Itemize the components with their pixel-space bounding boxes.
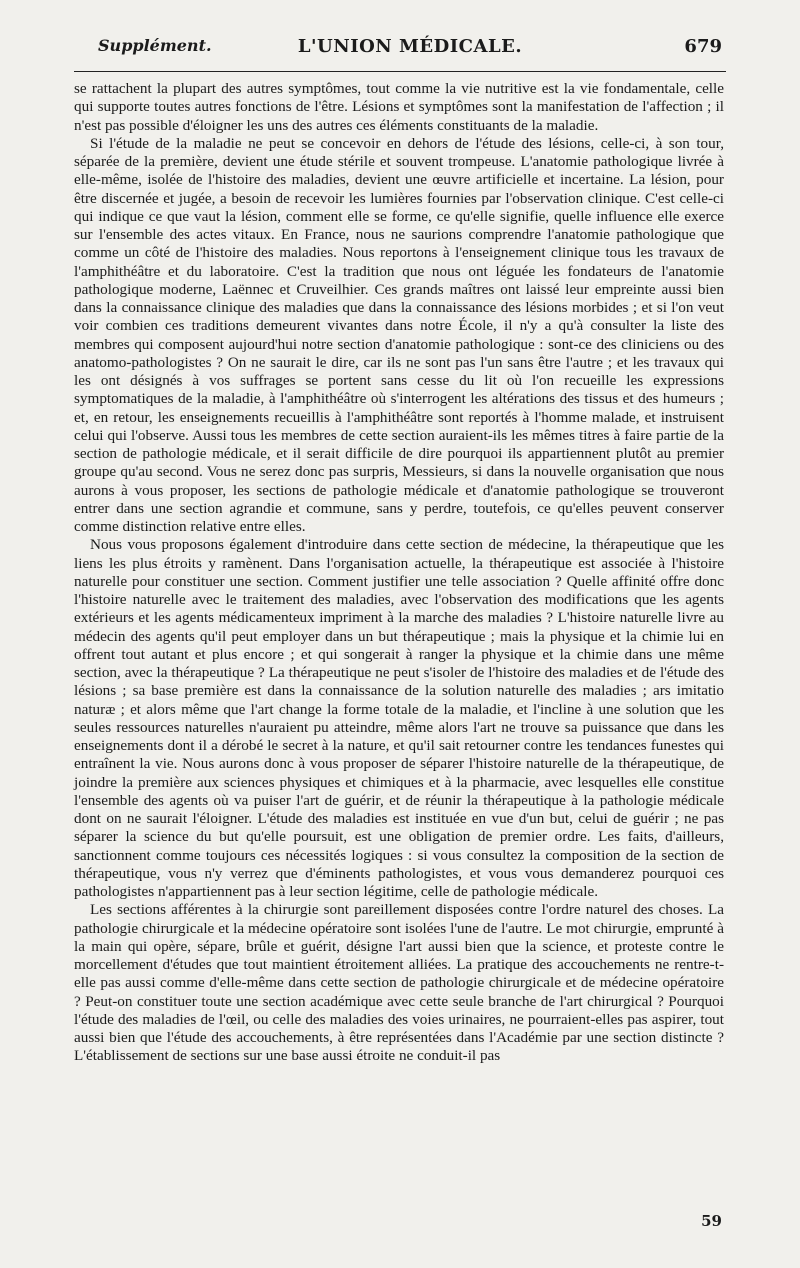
header-rule	[74, 71, 726, 72]
paragraph-1: se rattachent la plupart des autres symptômes, tout comme la vie nutritive est la vie fondamentale, celle qui supporte toutes autres fonctions de l'être. Lésions et symptômes sont la manifestation de l'affection ; il n'est pas possible d'éloigner les uns des autres ces éléments constituants de la maladie.	[74, 80, 724, 134]
folio-number: 59	[701, 1212, 722, 1230]
paragraph-2: Si l'étude de la maladie ne peut se concevoir en dehors de l'étude des lésions, celle-ci, à son tour, séparée de la première, devient une étude stérile et souvent trompeuse. L'anatomie pathologique livrée à elle-même, isolée de l'histoire des maladies, devient une œuvre artificielle et incertaine. La lésion, pour être discernée et jugée, a besoin de recevoir les lumières fournies par l'observation clinique. C'est celle-ci qui indique ce que vaut la lésion, comment elle se forme, ce qu'elle signifie, quelle influence elle exerce sur l'ensemble des actes vitaux. En France, nous ne saurions comprendre l'anatomie pathologique que comme un côté de l'histoire des maladies. Nous reportons à l'enseignement clinique tous les travaux de l'amphithéâtre et du laboratoire. C'est la tradition que nous ont léguée les fondateurs de l'anatomie pathologique moderne, Laënnec et Cruveilhier. Ces grands maîtres ont laissé leur empreinte aussi bien dans la connaissance clinique des maladies que dans la connaissance des lésions morbides ; et si l'on veut voir combien ces traditions demeurent vivantes dans notre École, il n'y a qu'à consulter la liste des membres qui composent aujourd'hui notre section d'anatomie pathologique : sont-ce des cliniciens ou des anatomo-pathologistes ? On ne saurait le dire, car ils ne sont pas l'un sans être l'autre ; et les travaux qui les ont désignés à vos suffrages se portent sans cesse du lit où l'on recueille les expressions symptomatiques de la maladie, à l'amphithéâtre où s'interrogent les altérations des tissus et des humeurs ; et, en retour, les enseignements recueillis à l'amphithéâtre sont reportés à l'homme malade, et instruisent celui qui l'observe. Aussi tous les membres de cette section auraient-ils les mêmes titres à faire partie de la section de pathologie médicale, et il serait difficile de dire pourquoi ils appartiennent plutôt au premier groupe qu'au second. Vous ne serez donc pas surpris, Messieurs, si dans la nouvelle organisation que nous aurons à vous proposer, les sections de pathologie médicale et d'anatomie pathologique se trouveront entrer dans une section agrandie et commune, sans y perdre, toutefois, ce qu'elles peuvent conserver comme distinction relative entre elles.	[74, 134, 724, 535]
header-section-label: Supplément.	[98, 36, 212, 55]
paragraph-3: Nous vous proposons également d'introduire dans cette section de médecine, la thérapeutique que les liens les plus étroits y ramènent. Dans l'organisation actuelle, la thérapeutique est associée à l'histoire naturelle pour constituer une section. Comment justifier une telle association ? Quelle affinité offre donc l'histoire naturelle avec le traitement des maladies, avec l'observation des modifications que les agents extérieurs et les agents médicamenteux impriment à la marche des maladies ? L'histoire naturelle livre au médecin des agents qu'il peut employer dans un but thérapeutique ; mais la physique et la chimie lui en offrent tout autant et plus encore ; et qui songerait à ranger la physique et la chimie dans une même section, avec la thérapeutique ? La thérapeutique ne peut s'isoler de l'histoire des maladies et de l'étude des lésions ; sa base première est dans la connaissance de la solution naturelle des maladies ; ars imitatio naturæ ; et alors même que l'art change la forme totale de la maladie, et l'incline à une solution que les seules ressources naturelles n'auraient pu atteindre, même alors l'art ne trouve sa puissance que dans les enseignements dont il a dérobé le secret à la nature, et qu'il sait retourner contre les tendances funestes qui entraînent la vie. Nous aurons donc à vous proposer de séparer l'histoire naturelle de la thérapeutique, de joindre la première aux sciences physiques et chimiques et à la pharmacie, avec lesquelles elle constitue l'ensemble des agents où va puiser l'art de guérir, et de réunir la thérapeutique à la pathologie médicale dont on ne saurait l'éloigner. L'étude des maladies est instituée en vue d'un but, celui de guérir ; ne pas séparer la science du but qu'elle poursuit, est une obligation de premier ordre. Les faits, d'ailleurs, sanctionnent comme toujours ces nécessités logiques : si vous consultez la composition de la section de thérapeutique, vous n'y verrez que d'éminents pathologistes, et vous vous demanderez pourquoi ces pathologistes n'appartiennent pas à leur section légitime, celle de pathologie médicale.	[74, 536, 724, 900]
paragraph-4: Les sections afférentes à la chirurgie sont pareillement disposées contre l'ordre naturel des choses. La pathologie chirurgicale et la médecine opératoire sont isolées l'une de l'autre. Le mot chirurgie, emprunté à la main qui opère, sépare, brûle et guérit, désigne l'art aussi bien que la science, et proteste contre le morcellement d'études que tout maintient étroitement alliées. La pratique des accouchements ne rentre-t-elle pas aussi comme d'elle-même dans cette section de pathologie chirurgicale et de médecine opératoire ? Peut-on constituer toute une section académique avec cette seule branche de l'art chirurgical ? Pourquoi l'étude des maladies de l'œil, ou celle des maladies des voies urinaires, ne pourraient-elles pas aspirer, tout aussi bien que l'étude des accouchements, à être représentées dans l'Académie par une section distincte ? L'établissement de sections sur une base aussi étroite ne conduit-il pas	[74, 901, 724, 1065]
header-journal-title: L'UNION MÉDICALE.	[297, 36, 523, 57]
article-body	[74, 80, 724, 1066]
header-page-number: 679	[684, 36, 722, 57]
running-header	[98, 36, 722, 66]
